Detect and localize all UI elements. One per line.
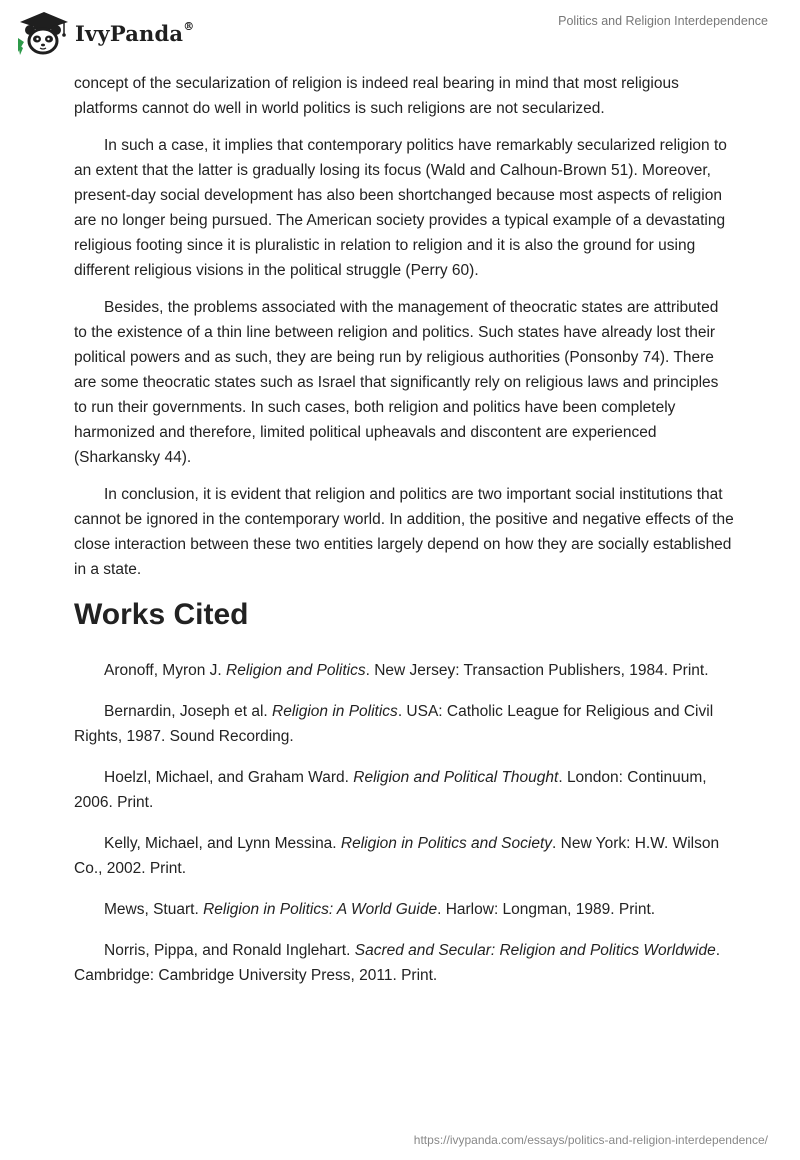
- citation-title: Religion in Politics and Society: [340, 835, 553, 852]
- source-url[interactable]: https://ivypanda.com/essays/politics-and-religion-interdependence/: [413, 1133, 768, 1147]
- body-paragraph: concept of the secularization of religion is indeed real bearing in mind that most religious platforms cannot do well in world politics is such religions are not secularized.: [74, 75, 679, 117]
- citation-entry: Hoelzl, Michael, and Graham Ward. Religion and Political Thought. London: Continuum, 2006. Print.: [74, 769, 707, 811]
- registered-mark: ®: [183, 19, 195, 33]
- citation-entry: Aronoff, Myron J. Religion and Politics. New Jersey: Transaction Publishers, 1984. Print.: [104, 662, 709, 679]
- essay-content: [74, 71, 734, 1004]
- panda-graduate-icon: [14, 8, 70, 58]
- citation-title: Sacred and Secular: Religion and Politics Worldwide: [354, 942, 716, 959]
- brand-name: IvyPanda®: [75, 19, 195, 46]
- citation-entry: Norris, Pippa, and Ronald Inglehart. Sacred and Secular: Religion and Politics Worldwide. Cambridge: Cambridge University Press, 2011. Print.: [74, 942, 721, 984]
- works-cited-list: [74, 658, 734, 988]
- page-header: [0, 0, 800, 70]
- citation-entry: Mews, Stuart. Religion in Politics: A World Guide. Harlow: Longman, 1989. Print.: [104, 901, 656, 918]
- citation-title: Religion and Political Thought: [353, 769, 559, 786]
- body-paragraph: In conclusion, it is evident that religion and politics are two important social institutions that cannot be ignored in the contemporary world. In addition, the positive and negative effects of the close interaction between these two entities largely depend on how they are socially established in a state.: [74, 486, 734, 578]
- citation-entry: Bernardin, Joseph et al. Religion in Politics. USA: Catholic League for Religious and Civil Rights, 1987. Sound Recording.: [74, 703, 714, 745]
- body-paragraph: Besides, the problems associated with the management of theocratic states are attributed to the existence of a thin line between religion and politics. Such states have already lost their political powers and as such, they are being run by religious authorities (Ponsonby 74). There are some theocratic states such as Israel that significantly rely on religious laws and principles to run their governments. In such cases, both religion and politics have been completely harmonized and therefore, limited political upheavals and discontent are experienced (Sharkansky 44).: [74, 299, 719, 466]
- citation-title: Religion in Politics: [272, 703, 398, 720]
- citation-entry: Kelly, Michael, and Lynn Messina. Religion in Politics and Society. New York: H.W. Wilson Co., 2002. Print.: [74, 835, 720, 877]
- works-cited-heading: Works Cited: [74, 598, 249, 631]
- ivypanda-logo[interactable]: [14, 8, 194, 58]
- citation-title: Religion in Politics: A World Guide: [203, 901, 438, 918]
- citation-title: Religion and Politics: [226, 662, 366, 679]
- body-paragraph: In such a case, it implies that contemporary politics have remarkably secularized religion to an extent that the latter is gradually losing its focus (Wald and Calhoun-Brown 51). Moreover, present-day social development has also been shortchanged because most aspects of religion are no longer being pursued. The American society provides a typical example of a devastating religious footing since it is pluralistic in relation to religion and it is also the ground for using different religious visions in the political struggle (Perry 60).: [74, 137, 727, 279]
- document-title: Politics and Religion Interdependence: [558, 14, 768, 28]
